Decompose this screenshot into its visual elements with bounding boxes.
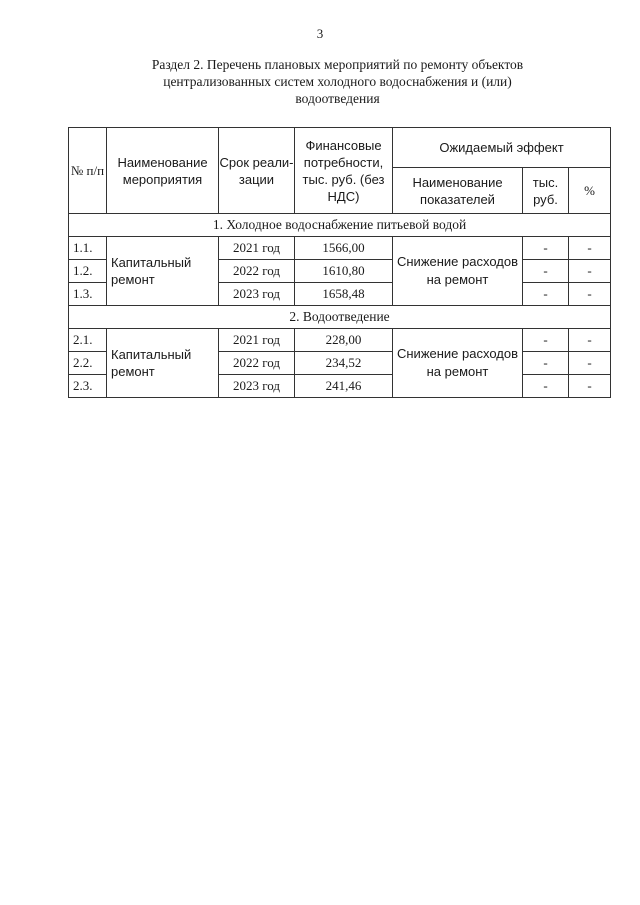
- section-title: [60, 56, 615, 107]
- row-1-3-percent: -: [569, 283, 611, 306]
- row-2-2-percent: -: [569, 352, 611, 375]
- section-title-line-3: водоотведения: [295, 91, 380, 106]
- row-2-3-percent: -: [569, 375, 611, 398]
- row-1-3-term: 2023 год: [219, 283, 295, 306]
- header-term: Срок реали-зации: [219, 128, 295, 214]
- row-2-2-thousand: -: [523, 352, 569, 375]
- row-2-2-term: 2022 год: [219, 352, 295, 375]
- row-1-2-percent: -: [569, 260, 611, 283]
- header-percent: %: [569, 168, 611, 214]
- row-1-3-num: 1.3.: [69, 283, 107, 306]
- row-2-1-num: 2.1.: [69, 329, 107, 352]
- row-1-3-amount: 1658,48: [295, 283, 393, 306]
- section-2-effect: Снижение расходов на ремонт: [393, 329, 523, 398]
- row-2-3-term: 2023 год: [219, 375, 295, 398]
- row-2-1-term: 2021 год: [219, 329, 295, 352]
- row-1-2-term: 2022 год: [219, 260, 295, 283]
- header-num: № п/п: [69, 128, 107, 214]
- section-1-title: 1. Холодное водоснабжение питьевой водой: [69, 214, 611, 237]
- row-1-3-thousand: -: [523, 283, 569, 306]
- header-thousand-rub: тыс. руб.: [523, 168, 569, 214]
- header-indicator: Наименование показателей: [393, 168, 523, 214]
- row-1-2-amount: 1610,80: [295, 260, 393, 283]
- section-title-line-1: Раздел 2. Перечень плановых мероприятий по ремонту объектов: [151, 57, 524, 72]
- row-2-3-num: 2.3.: [69, 375, 107, 398]
- section-2-activity: Капитальный ремонт: [107, 329, 219, 398]
- header-effect: Ожидаемый эффект: [393, 128, 611, 168]
- header-finance: Финансовые потребности, тыс. руб. (без НДС): [295, 128, 393, 214]
- plan-table: [68, 127, 611, 398]
- row-1-1-term: 2021 год: [219, 237, 295, 260]
- section-2-title: 2. Водоотведение: [69, 306, 611, 329]
- page-number: 3: [316, 26, 324, 41]
- row-1-1-num: 1.1.: [69, 237, 107, 260]
- row-2-1-amount: 228,00: [295, 329, 393, 352]
- row-1-2-thousand: -: [523, 260, 569, 283]
- row-2-1-thousand: -: [523, 329, 569, 352]
- row-2-2-num: 2.2.: [69, 352, 107, 375]
- row-2-3-thousand: -: [523, 375, 569, 398]
- header-name: Наименование мероприятия: [107, 128, 219, 214]
- section-title-line-2: централизованных систем холодного водоснабжения и (или): [163, 74, 512, 89]
- row-1-1-thousand: -: [523, 237, 569, 260]
- section-1-activity: Капитальный ремонт: [107, 237, 219, 306]
- row-2-2-amount: 234,52: [295, 352, 393, 375]
- section-1-effect: Снижение расходов на ремонт: [393, 237, 523, 306]
- row-1-1-percent: -: [569, 237, 611, 260]
- row-1-1-amount: 1566,00: [295, 237, 393, 260]
- row-2-3-amount: 241,46: [295, 375, 393, 398]
- row-2-1-percent: -: [569, 329, 611, 352]
- row-1-2-num: 1.2.: [69, 260, 107, 283]
